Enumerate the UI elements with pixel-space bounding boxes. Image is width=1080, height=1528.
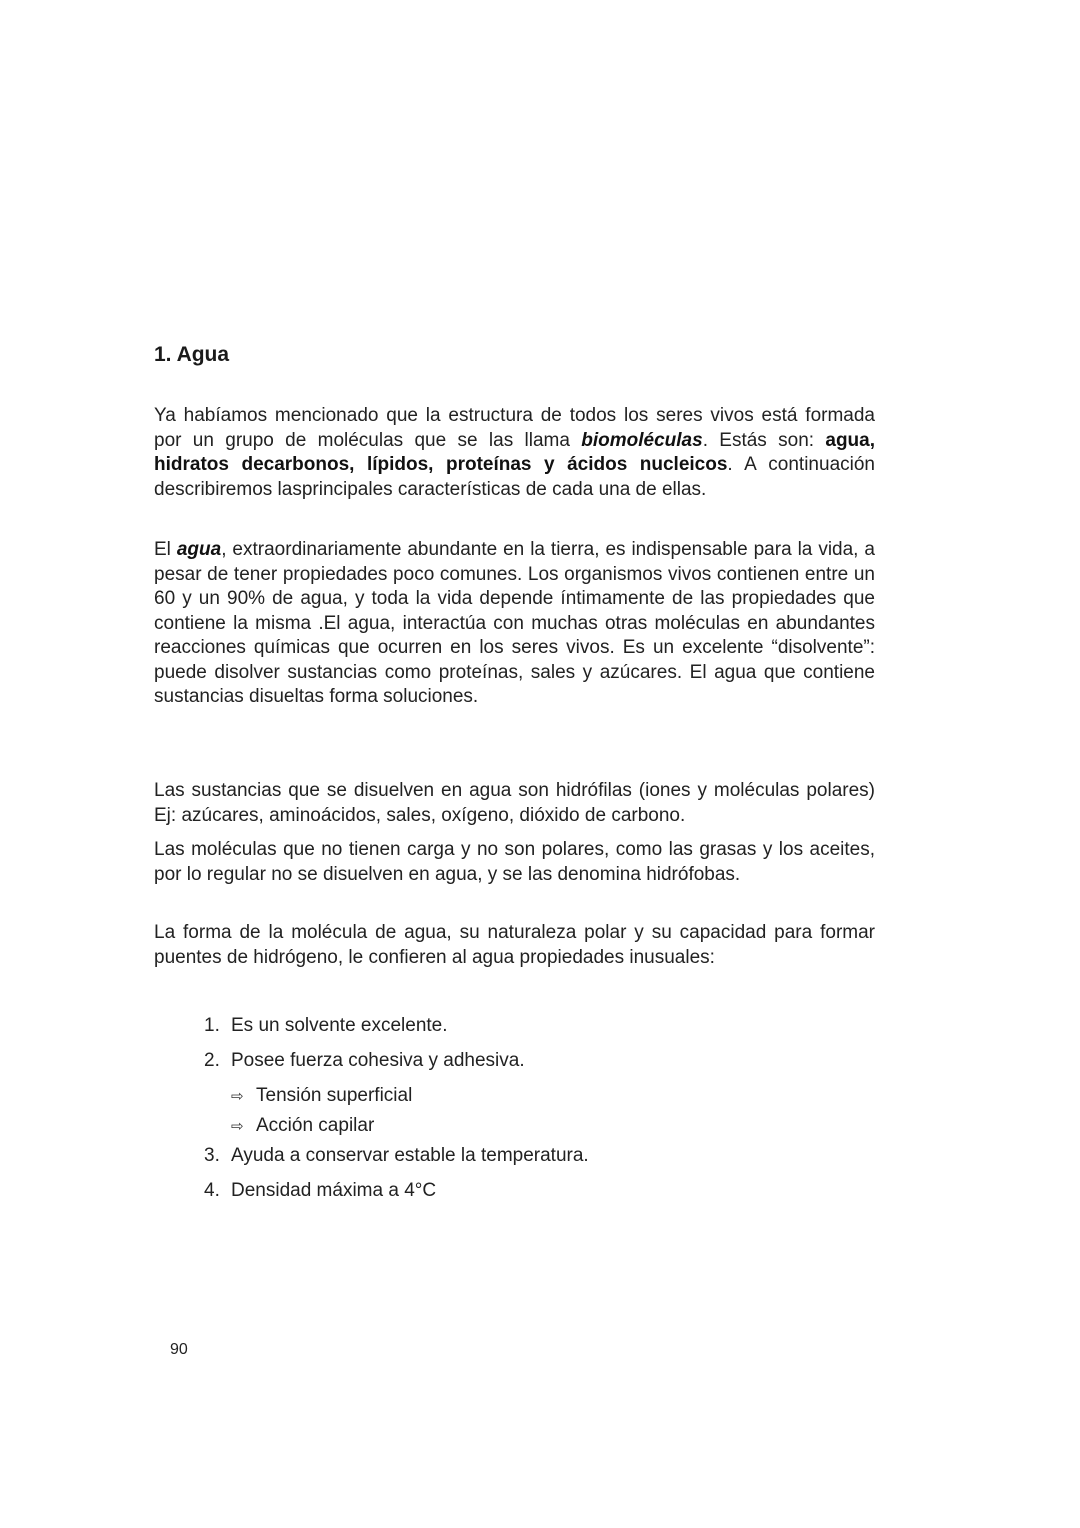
sub-list-item	[204, 1114, 589, 1144]
page-number: 90	[170, 1341, 188, 1358]
paragraph-unusual-properties: La forma de la molécula de agua, su naturaleza polar y su capacidad para formar puentes de hidrógeno, le confieren al agua propiedades inusuales:	[154, 922, 875, 968]
emphasis-biomoleculas: biomoléculas	[581, 429, 703, 451]
text-run: . Estás son:	[702, 429, 826, 451]
list-number: 2.	[204, 1050, 220, 1071]
arrow-right-icon: ⇨	[231, 1088, 244, 1105]
properties-list	[204, 1014, 589, 1214]
paragraph-hydrophilic: Las sustancias que se disuelven en agua son hidrófilas (iones y moléculas polares) Ej: azúcares, aminoácidos, sales, oxígeno, dióxido de carbono.	[154, 780, 875, 826]
list-number: 3.	[204, 1145, 220, 1166]
list-item-text: Es un solvente excelente.	[231, 1015, 448, 1036]
list-item-text: Posee fuerza cohesiva y adhesiva.	[231, 1050, 525, 1071]
arrow-right-icon: ⇨	[231, 1118, 244, 1135]
list-item	[204, 1144, 589, 1179]
list-number: 1.	[204, 1015, 220, 1036]
sub-list-item-text: Acción capilar	[256, 1115, 375, 1136]
text-run: . A continuación describiremos lasprincipales características de cada una de ellas.	[154, 454, 875, 500]
paragraph-intro	[154, 404, 875, 502]
text-run: El	[154, 539, 177, 560]
list-item	[204, 1049, 589, 1084]
paragraph-hydrophobic: Las moléculas que no tienen carga y no son polares, como las grasas y los aceites, por lo regular no se disuelven en agua, y se las denomina hidrófobas.	[154, 839, 875, 885]
list-item-text: Ayuda a conservar estable la temperatura.	[231, 1145, 589, 1166]
list-item	[204, 1179, 589, 1214]
paragraph-water-description	[154, 538, 875, 710]
section-heading: 1. Agua	[154, 343, 230, 366]
list-item	[204, 1014, 589, 1049]
text-run: , extraordinariamente abundante en la tierra, es indispensable para la vida, a pesar de tener propiedades poco comunes. Los organismos vivos contienen entre un 60 y un 90% de agua, y toda la vida depende íntimamente de las propiedades que contiene la misma .El agua, interactúa con muchas otras moléculas en abundantes reacciones químicas que ocurren en los seres vivos. Es un excelente “disolvente”: puede disolver sustancias como proteínas, sales y azúcares. El agua que contiene sustancias disueltas forma soluciones.	[154, 539, 875, 707]
strong-biomolecule-list: agua, hidratos decarbonos, lípidos, proteínas y ácidos nucleicos	[154, 429, 875, 475]
list-item-text: Densidad máxima a 4°C	[231, 1180, 437, 1201]
text-run: Ya habíamos mencionado que la estructura de todos los seres vivos está formada por un grupo de moléculas que se las llama	[154, 405, 875, 451]
sub-list-item	[204, 1084, 589, 1114]
emphasis-agua: agua	[176, 539, 222, 560]
list-number: 4.	[204, 1180, 220, 1201]
sub-list-item-text: Tensión superficial	[256, 1085, 413, 1106]
